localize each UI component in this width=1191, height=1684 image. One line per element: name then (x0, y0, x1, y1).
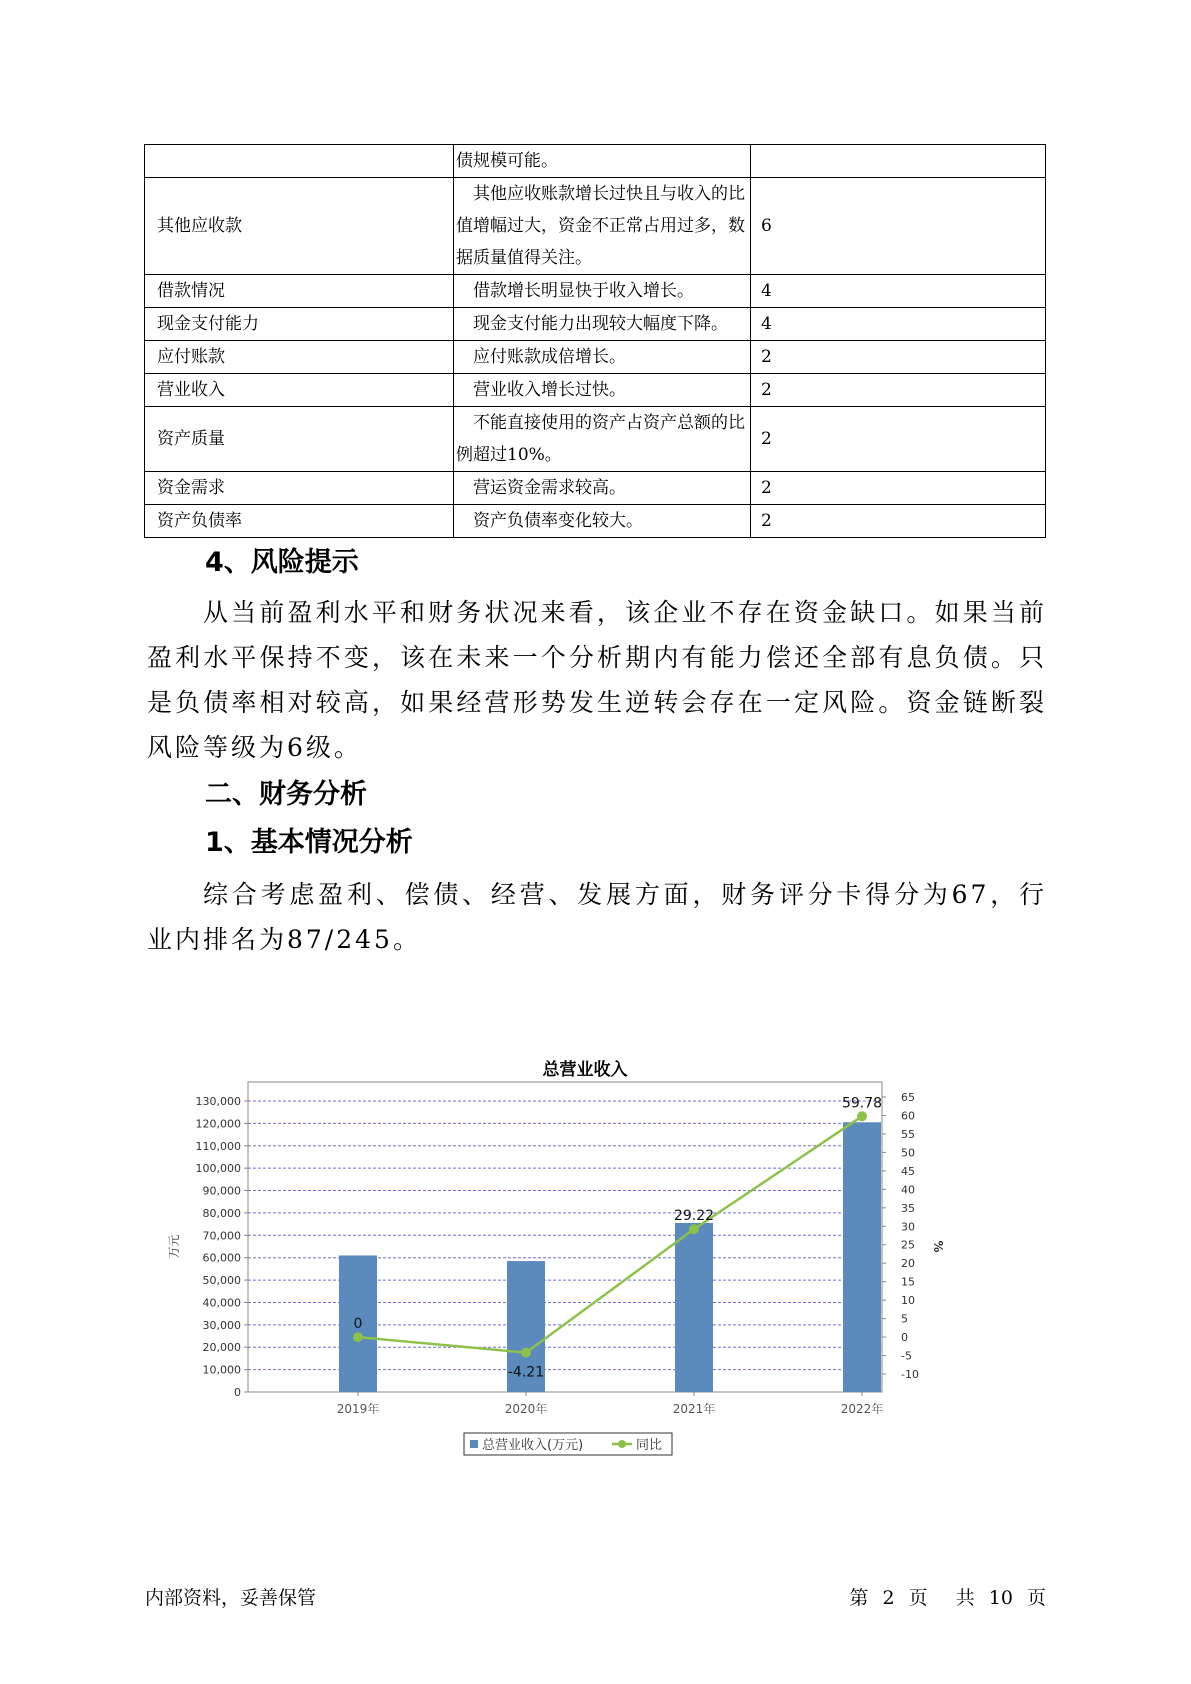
page-unit: 页 (908, 1587, 928, 1609)
data-label: 0 (353, 1316, 363, 1333)
risk-item: 资金需求 (145, 472, 454, 505)
risk-item: 资产质量 (145, 407, 454, 472)
y2-tick-label: 0 (901, 1331, 908, 1345)
risk-score: 2 (751, 472, 1046, 505)
legend-bar-label: 总营业收入(万元) (482, 1438, 584, 1453)
y2-tick-label: 10 (901, 1294, 915, 1308)
y-tick-label: 40,000 (202, 1296, 241, 1310)
page-word: 第 (849, 1587, 869, 1609)
risk-description: 债规模可能。 (454, 145, 751, 178)
x-tick-label: 2019年 (336, 1402, 380, 1416)
risk-score (751, 145, 1046, 178)
risk-score: 2 (751, 374, 1046, 407)
total-pages: 10 (988, 1587, 1013, 1609)
y2-tick-label: 15 (901, 1275, 915, 1289)
y2-tick-label: 45 (901, 1164, 915, 1178)
section-heading-basic: 1、基本情况分析 (205, 827, 413, 858)
data-label: 29.22 (673, 1208, 715, 1225)
table-row (145, 308, 1046, 341)
y2-tick-label: 20 (901, 1257, 915, 1271)
y2-tick-label: 50 (901, 1146, 915, 1160)
y-tick-label: 10,000 (202, 1363, 241, 1377)
basic-paragraph: 综合考虑盈利、偿债、经营、发展方面，财务评分卡得分为67，行业内排名为87/245。 (147, 880, 1047, 954)
x-tick-label: 2022年 (840, 1402, 884, 1416)
risk-item: 营业收入 (145, 374, 454, 407)
y2-tick-label: 40 (901, 1183, 915, 1197)
risk-item: 其他应收款 (145, 178, 454, 275)
risk-description: 营业收入增长过快。 (454, 374, 751, 407)
yoy-point (521, 1348, 531, 1358)
risk-table (144, 144, 1046, 538)
footer-confidential: 内部资料，妥善保管 (145, 1587, 317, 1609)
table-row (145, 472, 1046, 505)
risk-item: 资产负债率 (145, 505, 454, 538)
y-tick-label: 30,000 (202, 1318, 241, 1332)
chart-title: 总营业收入 (542, 1060, 628, 1080)
x-tick-label: 2020年 (504, 1402, 548, 1416)
risk-score: 6 (751, 178, 1046, 275)
data-label: 59.78 (841, 1095, 883, 1112)
y-tick-label: 70,000 (202, 1229, 241, 1243)
y2-tick-label: -5 (901, 1349, 912, 1363)
risk-score: 4 (751, 275, 1046, 308)
total-word: 共 (955, 1587, 975, 1609)
table-row (145, 145, 1046, 178)
risk-score: 4 (751, 308, 1046, 341)
risk-description: 营运资金需求较高。 (454, 472, 751, 505)
bar (675, 1223, 713, 1392)
risk-description: 资产负债率变化较大。 (454, 505, 751, 538)
x-tick-label: 2021年 (672, 1402, 716, 1416)
risk-paragraph: 从当前盈利水平和财务状况来看，该企业不存在资金缺口。如果当前盈利水平保持不变，该在未来一个分析期内有能力偿还全部有息负债。只是负债率相对较高，如果经营形势发生逆转会存在一定风险。资金链断裂风险等级为6级。 (147, 598, 1047, 762)
bar (843, 1122, 881, 1392)
y-axis-label: 万元 (167, 1234, 181, 1259)
y2-tick-label: 25 (901, 1238, 915, 1252)
legend-line-label: 同比 (636, 1438, 663, 1453)
y2-tick-label: 30 (901, 1220, 915, 1234)
yoy-point (353, 1332, 363, 1342)
section-heading-risk: 4、风险提示 (205, 547, 359, 578)
data-label: -4.21 (507, 1364, 545, 1381)
y-tick-label: 120,000 (195, 1117, 241, 1131)
total-unit: 页 (1026, 1587, 1046, 1609)
y2-tick-label: 65 (901, 1091, 915, 1104)
y-tick-label: 20,000 (202, 1341, 241, 1355)
risk-item: 借款情况 (145, 275, 454, 308)
y-tick-label: 90,000 (202, 1184, 241, 1198)
y-tick-label: 80,000 (202, 1206, 241, 1220)
y2-tick-label: 60 (901, 1109, 915, 1123)
y-tick-label: 60,000 (202, 1251, 241, 1265)
yoy-point (689, 1224, 699, 1234)
y-tick-label: 0 (234, 1386, 241, 1399)
table-row (145, 407, 1046, 472)
chart-canvas (167, 1055, 1000, 1525)
risk-description: 其他应收账款增长过快且与收入的比值增幅过大，资金不正常占用过多，数据质量值得关注。 (454, 178, 751, 275)
risk-item: 应付账款 (145, 341, 454, 374)
revenue-chart (167, 1055, 1000, 1525)
legend-line-marker (618, 1440, 626, 1448)
footer-page-number (841, 1583, 1046, 1610)
page-number: 2 (882, 1587, 895, 1609)
y2-tick-label: 55 (901, 1127, 915, 1141)
table-row (145, 505, 1046, 538)
y2-tick-label: 35 (901, 1201, 915, 1215)
section-heading-finance: 二、财务分析 (205, 779, 367, 810)
table-row (145, 374, 1046, 407)
risk-score: 2 (751, 407, 1046, 472)
y-tick-label: 50,000 (202, 1274, 241, 1288)
table-row (145, 275, 1046, 308)
risk-description: 不能直接使用的资产占资产总额的比例超过10%。 (454, 407, 751, 472)
y-tick-label: 110,000 (195, 1139, 241, 1153)
risk-score: 2 (751, 341, 1046, 374)
legend-bar-swatch (470, 1440, 478, 1448)
y2-axis-label: % (931, 1240, 945, 1253)
yoy-point (857, 1111, 867, 1121)
table-row (145, 341, 1046, 374)
risk-score: 2 (751, 505, 1046, 538)
risk-description: 现金支付能力出现较大幅度下降。 (454, 308, 751, 341)
risk-description: 应付账款成倍增长。 (454, 341, 751, 374)
risk-item (145, 145, 454, 178)
y-tick-label: 130,000 (195, 1095, 241, 1108)
y-tick-label: 100,000 (195, 1162, 241, 1176)
table-row (145, 178, 1046, 275)
risk-description: 借款增长明显快于收入增长。 (454, 275, 751, 308)
risk-item: 现金支付能力 (145, 308, 454, 341)
y2-tick-label: 5 (901, 1312, 908, 1326)
y2-tick-label: -10 (901, 1368, 919, 1381)
